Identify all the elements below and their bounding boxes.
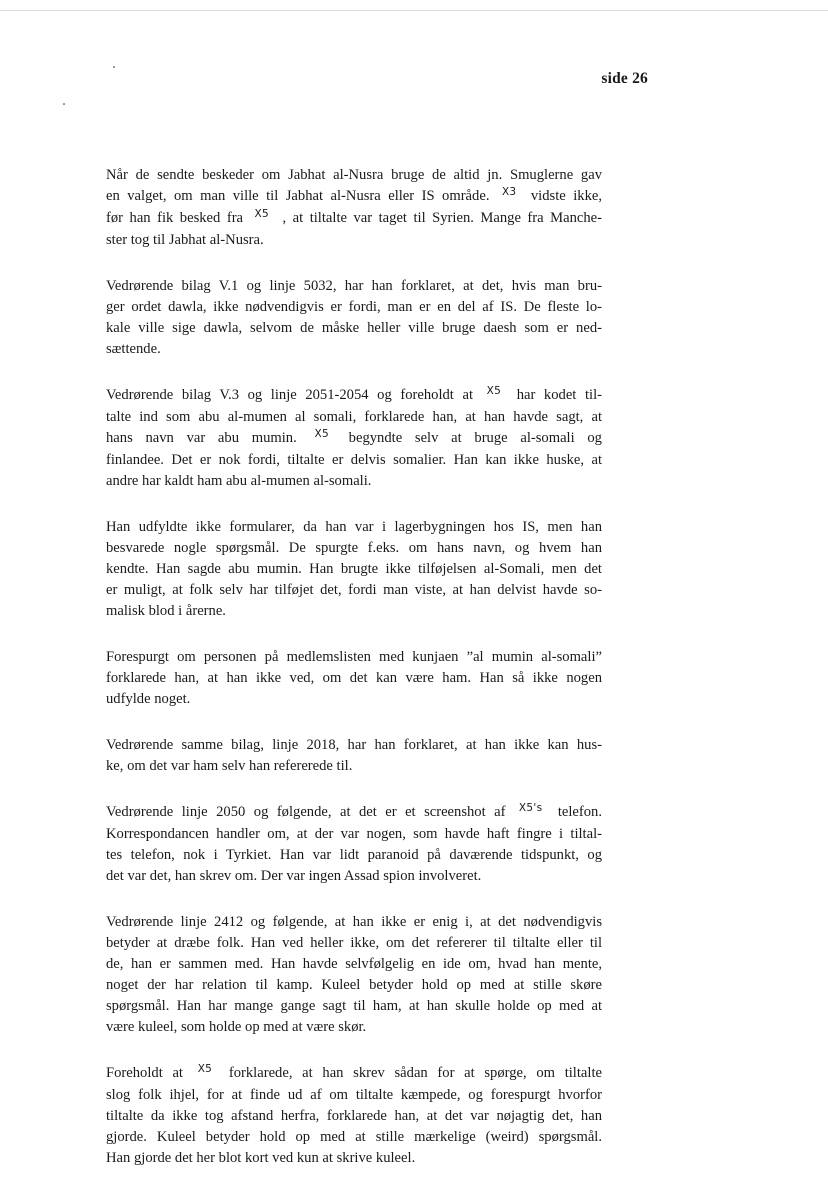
text-run: malisk blod i årerne. [106,603,226,619]
text-line [106,824,602,845]
text-run: det var det, han skrev om. Der var ingen Assad spion involveret. [106,868,482,884]
text-run: de, han er sammen med. Han havde selvfølgelig en ide om, hvad han mente, [106,956,602,972]
paragraph [106,912,602,1038]
text-run: Han gjorde det her blot kort ved kun at skrive kuleel. [106,1150,416,1166]
text-run: andre har kaldt ham abu al-mumen al-somali. [106,473,372,489]
text-line [106,756,602,777]
text-line [106,668,602,689]
scan-speck [63,103,65,105]
text-line [106,996,602,1017]
text-line [106,689,602,710]
text-run: Vedrørende bilag V.3 og linje 2051-2054 og foreholdt at [106,387,482,403]
text-run: ster tog til Jabhat al-Nusra. [106,232,264,248]
redaction-code: X5 [314,428,329,440]
text-run: Vedrørende linje 2412 og følgende, at han ikke er enig i, at det nødvendigvis [106,914,602,930]
redaction-code: X3 [501,186,517,198]
page-number: side 26 [601,70,648,87]
text-line [106,450,602,471]
paragraph [106,647,602,710]
redaction-code: X5's [518,802,543,814]
text-run: besvarede nogle spørgsmål. De spurgte f.eks. om hans navn, og hvem han [106,540,602,556]
paragraph [106,165,602,251]
text-run: kale ville sige dawla, selvom de måske heller ville bruge daesh som er ned- [106,320,602,336]
text-run: kendte. Han sagde abu mumin. Han brugte ikke tilføjelsen al-Somali, men det [106,561,602,577]
text-line [106,471,602,492]
text-line [106,975,602,996]
redaction-code: X5 [197,1063,213,1075]
text-run: slog folk ihjel, for at finde ud af om tiltalte kæmpede, og forespurgt hvorfor [106,1087,602,1103]
text-line [106,165,602,186]
text-line [106,601,602,622]
text-line [106,385,602,407]
text-run: , at tiltalte var taget til Syrien. Mange fra Manche- [276,210,602,226]
text-run: Vedrørende linje 2050 og følgende, at det er et screenshot af [106,804,514,820]
text-run: forklarede han, at han ikke ved, om det kan være ham. Han så ikke nogen [106,670,602,686]
text-run: ger ordet dawla, ikke nødvendigvis er fordi, man er en del af IS. De fleste lo- [106,299,602,315]
text-line [106,1017,602,1038]
text-run: telefon. [549,804,602,820]
text-line [106,1127,602,1148]
document-body [106,165,602,1194]
text-line [106,517,602,538]
text-line [106,230,602,251]
text-line [106,559,602,580]
text-run: spørgsmål. Han har mange gange sagt til ham, at han skulle holde op med at [106,998,602,1014]
text-run: udfylde noget. [106,691,191,707]
text-run: er muligt, at folk selv har tilføjet det, fordi man viste, at han delvist havde so- [106,582,602,598]
text-line [106,1148,602,1169]
text-run: ke, om det var ham selv han refererede til. [106,758,353,774]
paragraph [106,385,602,492]
text-line [106,428,602,450]
text-run: Vedrørende samme bilag, linje 2018, har han forklaret, at han ikke kan hus- [106,737,602,753]
text-run: Korrespondancen handler om, at der var nogen, som havde haft fingre i tiltal- [106,826,602,842]
text-line [106,276,602,297]
text-run: vidste ikke, [523,188,602,204]
text-run: være kuleel, som holde op med at være skør. [106,1019,367,1035]
text-line [106,208,602,230]
text-line [106,1063,602,1085]
text-run: en valget, om man ville til Jabhat al-Nusra eller IS område. [106,188,497,204]
scan-speck [113,66,115,68]
text-line [106,1106,602,1127]
paragraph [106,735,602,777]
text-run: har kodet til- [508,387,602,403]
text-line [106,186,602,208]
text-run: finlandee. Det er nok fordi, tiltalte er delvis somalier. Han kan ikke huske, at [106,452,602,468]
text-run: Forespurgt om personen på medlemslisten med kunjaen ”al mumin al-somali” [106,649,602,665]
text-run: Han udfyldte ikke formularer, da han var i lagerbygningen hos IS, men han [106,519,602,535]
text-line [106,954,602,975]
text-run: forklarede, at han skrev sådan for at spørge, om tiltalte [219,1065,602,1081]
text-line [106,339,602,360]
text-run: gjorde. Kuleel betyder hold op med at stille mærkelige (weird) spørgsmål. [106,1129,602,1145]
paragraph [106,276,602,360]
text-run: Vedrørende bilag V.1 og linje 5032, har han forklaret, at det, hvis man bru- [106,278,602,294]
text-line [106,538,602,559]
paragraph [106,517,602,622]
text-run: betyder at dræbe folk. Han ved heller ikke, om det refererer til tiltalte eller til [106,935,602,951]
text-line [106,580,602,601]
text-run: Når de sendte beskeder om Jabhat al-Nusra bruge de altid jn. Smuglerne gav [106,167,602,183]
redaction-code: X5 [254,208,270,220]
text-line [106,912,602,933]
text-line [106,933,602,954]
text-line [106,1085,602,1106]
text-run: sættende. [106,341,161,357]
text-line [106,735,602,756]
redaction-code: X5 [486,385,502,397]
top-rule [0,10,828,11]
text-line [106,802,602,824]
paragraph [106,1063,602,1169]
text-run: tes telefon, nok i Tyrkiet. Han var lidt paranoid på daværende tidspunkt, og [106,847,602,863]
text-run: før han fik besked fra [106,210,250,226]
text-line [106,407,602,428]
text-run: noget der har relation til kamp. Kuleel betyder hold op med at stille skøre [106,977,602,993]
text-run: begyndte selv at bruge al-somali og [335,430,602,446]
text-line [106,318,602,339]
text-line [106,845,602,866]
paragraph [106,802,602,887]
text-run: hans navn var abu mumin. [106,430,310,446]
text-run: tiltalte da ikke tog afstand herfra, forklarede han, at det var nøjagtig det, han [106,1108,602,1124]
text-line [106,647,602,668]
text-line [106,297,602,318]
text-line [106,866,602,887]
text-run: talte ind som abu al-mumen al somali, forklarede han, at han havde sagt, at [106,409,602,425]
text-run: Foreholdt at [106,1065,193,1081]
